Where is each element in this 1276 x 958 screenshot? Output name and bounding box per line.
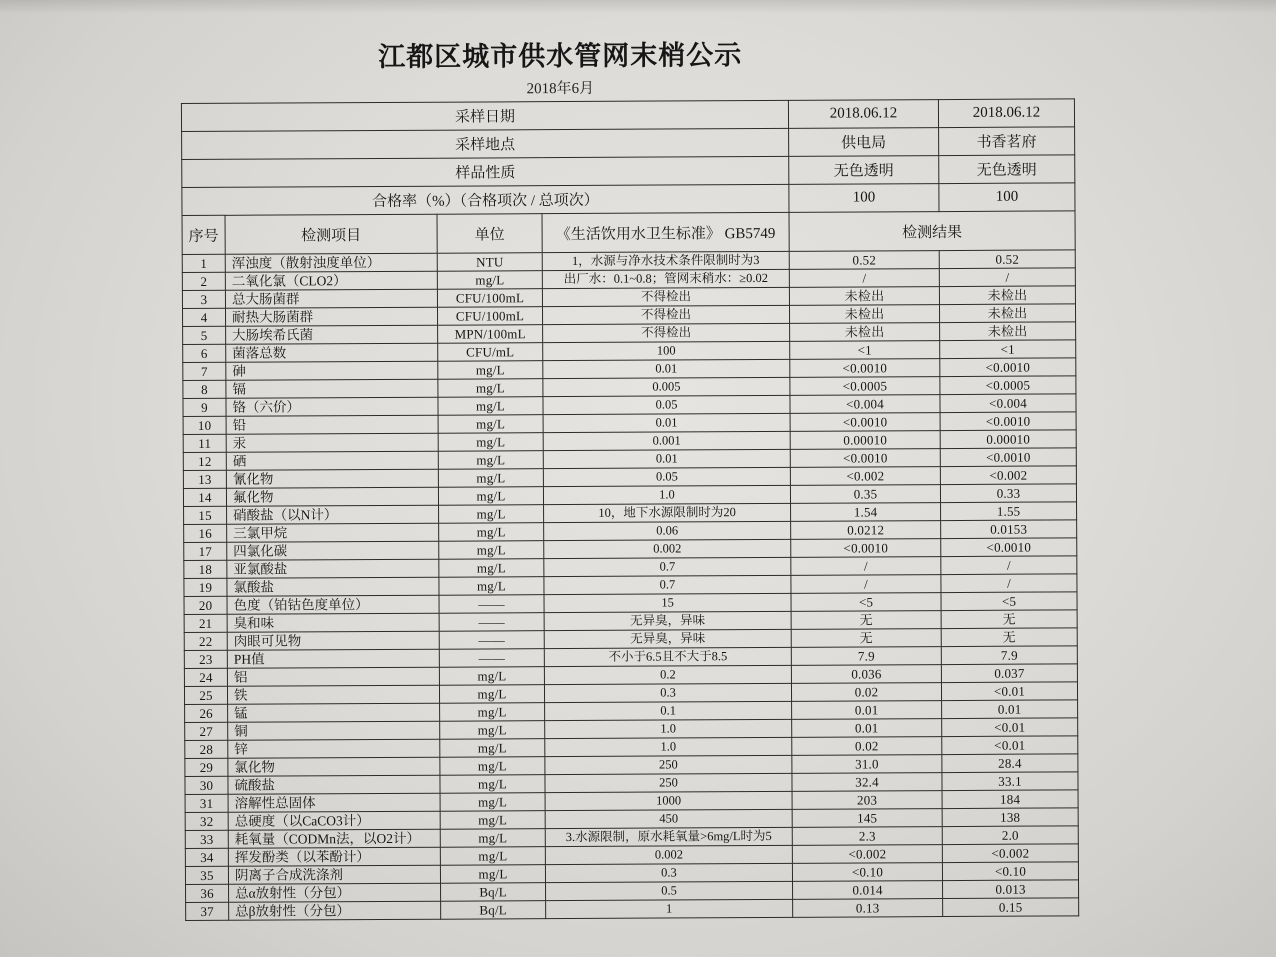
row-standard: 无异臭，异味 — [544, 629, 791, 648]
row-result-2: 未检出 — [939, 286, 1075, 305]
row-no: 1 — [182, 254, 225, 272]
row-standard: 450 — [545, 809, 792, 828]
row-item: 氯化物 — [228, 757, 440, 776]
column-header-section — [182, 211, 1075, 255]
row-standard: 0.3 — [544, 683, 791, 702]
row-result-1: 0.35 — [790, 485, 940, 504]
row-item: 挥发酚类（以苯酚计） — [228, 847, 440, 866]
row-result-2: <0.01 — [941, 682, 1077, 701]
row-item: 阴离子合成洗涤剂 — [228, 865, 440, 884]
row-result-2: 0.33 — [940, 484, 1076, 503]
column-header-row — [182, 211, 1075, 255]
row-result-1: 0.01 — [792, 701, 942, 720]
row-item: 色度（铂钴色度单位） — [227, 595, 439, 614]
row-no: 19 — [184, 578, 227, 596]
sample-info-section — [181, 99, 1075, 216]
row-result-2: 未检出 — [940, 304, 1076, 323]
row-result-1: 未检出 — [789, 287, 939, 306]
row-standard: 0.01 — [543, 449, 790, 468]
row-standard: 0.2 — [544, 665, 791, 684]
row-item: 锌 — [228, 739, 440, 758]
row-unit: mg/L — [438, 397, 543, 416]
row-no: 31 — [185, 794, 228, 812]
row-item: PH值 — [227, 649, 439, 668]
row-item: 总大肠菌群 — [225, 289, 437, 308]
row-no: 27 — [185, 722, 228, 740]
page-subtitle: 2018年6月 — [526, 80, 595, 98]
row-result-2: <1 — [940, 340, 1076, 359]
row-item: 铝 — [227, 667, 439, 686]
row-result-1: <0.002 — [790, 467, 940, 486]
row-result-1: 未检出 — [790, 305, 940, 324]
row-unit: mg/L — [438, 415, 543, 434]
row-unit: mg/L — [440, 703, 545, 722]
sample-info-label: 采样地点 — [182, 128, 789, 159]
row-result-2: / — [941, 556, 1077, 575]
row-item: 三氯甲烷 — [227, 523, 439, 542]
row-unit: —— — [439, 613, 544, 632]
row-no: 20 — [184, 596, 227, 614]
row-result-1: 无 — [791, 611, 941, 630]
row-standard: 0.002 — [544, 539, 791, 558]
row-standard: 1，水源与净水技术条件限制时为3 — [542, 251, 789, 270]
row-standard: 0.001 — [543, 431, 790, 450]
row-result-2: 0.0153 — [941, 520, 1077, 539]
row-standard: 0.7 — [544, 575, 791, 594]
results-section — [182, 250, 1078, 921]
row-result-1: 0.036 — [791, 665, 941, 684]
row-result-1: 145 — [792, 809, 942, 828]
row-unit: mg/L — [440, 829, 545, 848]
sample-info-value-2: 书香茗府 — [939, 127, 1075, 156]
row-result-2: 0.15 — [943, 898, 1079, 917]
row-item: 硒 — [226, 451, 438, 470]
row-item: 镉 — [226, 379, 438, 398]
row-unit: CFU/100mL — [437, 289, 542, 308]
row-unit: mg/L — [438, 379, 543, 398]
row-standard: 不小于6.5且不大于8.5 — [544, 647, 791, 666]
row-result-1: <0.0010 — [790, 449, 940, 468]
row-no: 12 — [183, 452, 226, 470]
row-result-1: / — [791, 575, 941, 594]
row-result-1: / — [789, 269, 939, 288]
row-standard: 10，地下水源限制时为20 — [544, 503, 791, 522]
row-result-2: 2.0 — [942, 826, 1078, 845]
row-result-2: 33.1 — [942, 772, 1078, 791]
row-no: 33 — [185, 830, 228, 848]
row-result-1: <0.0005 — [790, 377, 940, 396]
row-unit: mg/L — [440, 811, 545, 830]
row-item: 亚氯酸盐 — [227, 559, 439, 578]
row-unit: —— — [439, 631, 544, 650]
row-result-1: 0.02 — [791, 683, 941, 702]
row-unit: mg/L — [439, 577, 544, 596]
row-unit: NTU — [437, 253, 542, 272]
sample-info-value-1: 100 — [789, 184, 939, 213]
row-standard: 出厂水：0.1~0.8；管网末稍水：≥0.02 — [542, 269, 789, 288]
row-unit: mg/L — [439, 541, 544, 560]
row-standard: 0.06 — [544, 521, 791, 540]
row-result-2: <0.10 — [942, 862, 1078, 881]
row-no: 23 — [184, 650, 227, 668]
row-unit: mg/L — [437, 271, 542, 290]
row-result-1: 0.0212 — [791, 521, 941, 540]
row-standard: 0.1 — [545, 701, 792, 720]
row-result-1: 0.014 — [793, 881, 943, 900]
row-result-2: 0.01 — [942, 700, 1078, 719]
row-result-2: 0.00010 — [940, 430, 1076, 449]
row-result-2: <0.004 — [940, 394, 1076, 413]
row-item: 耐热大肠菌群 — [225, 307, 437, 326]
row-unit: mg/L — [440, 739, 545, 758]
row-standard: 不得检出 — [542, 305, 789, 324]
row-unit: mg/L — [439, 667, 544, 686]
row-result-2: 无 — [941, 628, 1077, 647]
row-result-1: <1 — [790, 341, 940, 360]
row-result-1: 2.3 — [792, 827, 942, 846]
row-unit: mg/L — [440, 721, 545, 740]
row-no: 25 — [184, 686, 227, 704]
col-header-result: 检测结果 — [789, 211, 1075, 251]
document-header — [114, 32, 1007, 101]
row-unit: mg/L — [439, 523, 544, 542]
row-item: 总α放射性（分包） — [229, 883, 441, 902]
row-no: 21 — [184, 614, 227, 632]
row-standard: 0.01 — [543, 413, 790, 432]
row-result-1: <0.0010 — [791, 539, 941, 558]
row-standard: 250 — [545, 773, 792, 792]
row-result-1: 0.00010 — [790, 431, 940, 450]
row-item: 大肠埃希氏菌 — [226, 325, 438, 344]
row-unit: MPN/100mL — [438, 325, 543, 344]
row-result-1: 0.52 — [789, 251, 939, 270]
row-no: 6 — [183, 344, 226, 362]
row-result-2: 184 — [942, 790, 1078, 809]
row-standard: 0.5 — [546, 881, 793, 900]
row-no: 2 — [182, 272, 225, 290]
row-result-2: 0.037 — [941, 664, 1077, 683]
row-no: 24 — [184, 668, 227, 686]
row-result-1: <0.002 — [792, 845, 942, 864]
row-item: 溶解性总固体 — [228, 793, 440, 812]
row-item: 耗氧量（CODMn法，以O2计） — [228, 829, 440, 848]
row-no: 11 — [183, 434, 226, 452]
row-unit: mg/L — [440, 865, 545, 884]
row-result-2: / — [941, 574, 1077, 593]
row-no: 5 — [183, 326, 226, 344]
row-no: 35 — [185, 866, 228, 884]
row-result-1: 无 — [791, 629, 941, 648]
row-standard: 0.3 — [545, 863, 792, 882]
row-result-2: 138 — [942, 808, 1078, 827]
row-item: 氟化物 — [226, 487, 438, 506]
row-result-2: <0.0010 — [940, 412, 1076, 431]
sample-info-label: 样品性质 — [182, 156, 789, 187]
row-item: 铬（六价） — [226, 397, 438, 416]
row-result-2: <0.0005 — [940, 376, 1076, 395]
row-no: 22 — [184, 632, 227, 650]
row-item: 硫酸盐 — [228, 775, 440, 794]
row-item: 铅 — [226, 415, 438, 434]
sample-info-value-1: 2018.06.12 — [788, 100, 938, 129]
row-no: 3 — [182, 290, 225, 308]
row-standard: 不得检出 — [543, 323, 790, 342]
row-unit: CFU/mL — [438, 343, 543, 362]
row-item: 汞 — [226, 433, 438, 452]
row-no: 32 — [185, 812, 228, 830]
row-result-2: 未检出 — [940, 322, 1076, 341]
row-result-2: 0.013 — [943, 880, 1079, 899]
row-unit: CFU/100mL — [437, 307, 542, 326]
sample-info-value-2: 2018.06.12 — [938, 99, 1074, 128]
row-no: 7 — [183, 362, 226, 380]
page-title: 江都区城市供水管网末梢公示 — [378, 40, 743, 73]
row-result-1: <0.0010 — [790, 413, 940, 432]
row-no: 18 — [184, 560, 227, 578]
sample-info-value-2: 无色透明 — [939, 155, 1075, 184]
row-item: 铜 — [228, 721, 440, 740]
row-result-2: 0.52 — [939, 250, 1075, 269]
row-no: 8 — [183, 380, 226, 398]
row-result-1: 32.4 — [792, 773, 942, 792]
row-no: 13 — [183, 470, 226, 488]
row-result-2: <0.0010 — [941, 538, 1077, 557]
row-no: 16 — [184, 524, 227, 542]
row-unit: mg/L — [438, 361, 543, 380]
col-header-no: 序号 — [182, 215, 225, 254]
row-result-1: 203 — [792, 791, 942, 810]
row-no: 17 — [184, 542, 227, 560]
row-item: 硝酸盐（以N计） — [227, 505, 439, 524]
row-no: 10 — [183, 416, 226, 434]
row-no: 14 — [183, 488, 226, 506]
row-result-2: <5 — [941, 592, 1077, 611]
row-no: 29 — [185, 758, 228, 776]
row-item: 锰 — [228, 703, 440, 722]
row-result-2: <0.01 — [942, 736, 1078, 755]
row-result-1: 未检出 — [790, 323, 940, 342]
row-unit: —— — [439, 649, 544, 668]
row-item: 四氯化碳 — [227, 541, 439, 560]
row-no: 28 — [185, 740, 228, 758]
row-no: 36 — [186, 884, 229, 902]
row-unit: mg/L — [440, 847, 545, 866]
row-unit: mg/L — [438, 451, 543, 470]
row-unit: mg/L — [439, 685, 544, 704]
row-no: 26 — [185, 704, 228, 722]
row-result-1: 0.13 — [793, 899, 943, 918]
row-unit: Bq/L — [441, 901, 546, 920]
row-standard: 1.0 — [545, 737, 792, 756]
row-no: 37 — [186, 902, 229, 920]
water-quality-table — [181, 98, 1079, 921]
row-no: 34 — [185, 848, 228, 866]
sample-info-label: 合格率（%）（合格项次 / 总项次） — [182, 184, 789, 215]
row-item: 菌落总数 — [226, 343, 438, 362]
row-standard: 不得检出 — [542, 287, 789, 306]
row-item: 肉眼可见物 — [227, 631, 439, 650]
sample-info-value-1: 供电局 — [789, 128, 939, 157]
row-item: 总硬度（以CaCO3计） — [228, 811, 440, 830]
row-item: 总β放射性（分包） — [229, 901, 441, 920]
row-unit: Bq/L — [441, 883, 546, 902]
sample-info-value-1: 无色透明 — [789, 156, 939, 185]
row-no: 30 — [185, 776, 228, 794]
row-item: 氰化物 — [226, 469, 438, 488]
row-result-2: <0.002 — [942, 844, 1078, 863]
row-result-1: 7.9 — [791, 647, 941, 666]
sample-info-value-2: 100 — [939, 183, 1075, 212]
row-standard: 3.水源限制，原水耗氧量>6mg/L时为5 — [545, 827, 792, 846]
row-no: 15 — [184, 506, 227, 524]
row-unit: mg/L — [438, 469, 543, 488]
row-result-2: / — [939, 268, 1075, 287]
row-standard: 0.005 — [543, 377, 790, 396]
row-standard: 0.05 — [543, 467, 790, 486]
row-unit: mg/L — [439, 559, 544, 578]
row-result-2: 7.9 — [941, 646, 1077, 665]
row-item: 浑浊度（散射浊度单位） — [225, 253, 437, 272]
row-standard: 0.01 — [543, 359, 790, 378]
row-unit: mg/L — [440, 775, 545, 794]
sample-info-label: 采样日期 — [181, 100, 788, 131]
row-unit: —— — [439, 595, 544, 614]
col-header-unit: 单位 — [437, 214, 542, 254]
row-result-2: <0.01 — [942, 718, 1078, 737]
row-standard: 1 — [546, 899, 793, 918]
row-standard: 无异臭，异味 — [544, 611, 791, 630]
row-unit: mg/L — [438, 433, 543, 452]
row-standard: 1000 — [545, 791, 792, 810]
row-result-1: 1.54 — [791, 503, 941, 522]
row-result-2: <0.0010 — [940, 448, 1076, 467]
row-no: 9 — [183, 398, 226, 416]
row-standard: 250 — [545, 755, 792, 774]
row-result-2: <0.0010 — [940, 358, 1076, 377]
row-item: 二氧化氯（CLO2） — [225, 271, 437, 290]
row-result-1: 0.01 — [792, 719, 942, 738]
row-standard: 0.05 — [543, 395, 790, 414]
row-item: 氯酸盐 — [227, 577, 439, 596]
row-result-2: 无 — [941, 610, 1077, 629]
row-unit: mg/L — [438, 487, 543, 506]
row-result-1: <0.004 — [790, 395, 940, 414]
row-result-1: <5 — [791, 593, 941, 612]
table-row — [186, 898, 1079, 921]
row-result-2: <0.002 — [940, 466, 1076, 485]
row-unit: mg/L — [440, 757, 545, 776]
row-result-1: 0.02 — [792, 737, 942, 756]
col-header-item: 检测项目 — [225, 214, 437, 254]
row-unit: mg/L — [439, 505, 544, 524]
row-item: 砷 — [226, 361, 438, 380]
row-result-1: / — [791, 557, 941, 576]
row-result-1: 31.0 — [792, 755, 942, 774]
row-standard: 15 — [544, 593, 791, 612]
row-standard: 0.002 — [545, 845, 792, 864]
row-result-1: <0.10 — [792, 863, 942, 882]
row-standard: 1.0 — [543, 485, 790, 504]
row-standard: 0.7 — [544, 557, 791, 576]
row-item: 臭和味 — [227, 613, 439, 632]
col-header-standard: 《生活饮用水卫生标准》 GB5749 — [542, 212, 789, 252]
row-unit: mg/L — [440, 793, 545, 812]
row-result-1: <0.0010 — [790, 359, 940, 378]
row-no: 4 — [182, 308, 225, 326]
row-standard: 100 — [543, 341, 790, 360]
row-result-2: 28.4 — [942, 754, 1078, 773]
row-standard: 1.0 — [545, 719, 792, 738]
row-item: 铁 — [227, 685, 439, 704]
row-result-2: 1.55 — [941, 502, 1077, 521]
